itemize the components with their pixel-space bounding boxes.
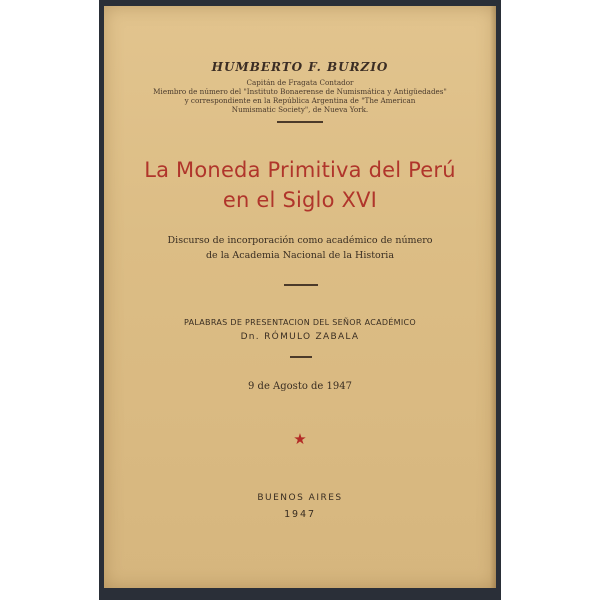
subtitle-line: de la Academia Nacional de la Historia (205, 250, 395, 261)
star-icon: ★ (293, 430, 307, 448)
publication-city: BUENOS AIRES (257, 493, 343, 503)
title-line: en el Siglo XVI (222, 188, 378, 212)
divider-rule (290, 356, 312, 358)
presenter-name: Dn. RÓMULO ZABALA (240, 332, 360, 342)
author-name: HUMBERTO F. BURZIO (211, 60, 389, 74)
subtitle-line: Discurso de incorporación como académico de número (167, 235, 433, 246)
publication-date: 9 de Agosto de 1947 (248, 381, 352, 392)
divider-rule (284, 284, 318, 286)
publication-year: 1947 (283, 509, 317, 520)
author-role-line: Numismatic Society", de Nueva York. (231, 105, 369, 114)
presentation-line: PALABRAS DE PRESENTACION DEL SEÑOR ACADÉMICO (183, 318, 417, 327)
author-role-line: Capitán de Fragata Contador (246, 78, 354, 87)
author-role-line: Miembro de número del "Instituto Bonaerense de Numismática y Antigüedades" (153, 87, 447, 96)
title-line: La Moneda Primitiva del Perú (144, 158, 456, 182)
divider-rule (277, 121, 323, 123)
author-role-line: y correspondiente en la República Argentina de "The American (184, 96, 416, 105)
book-cover (104, 6, 496, 588)
